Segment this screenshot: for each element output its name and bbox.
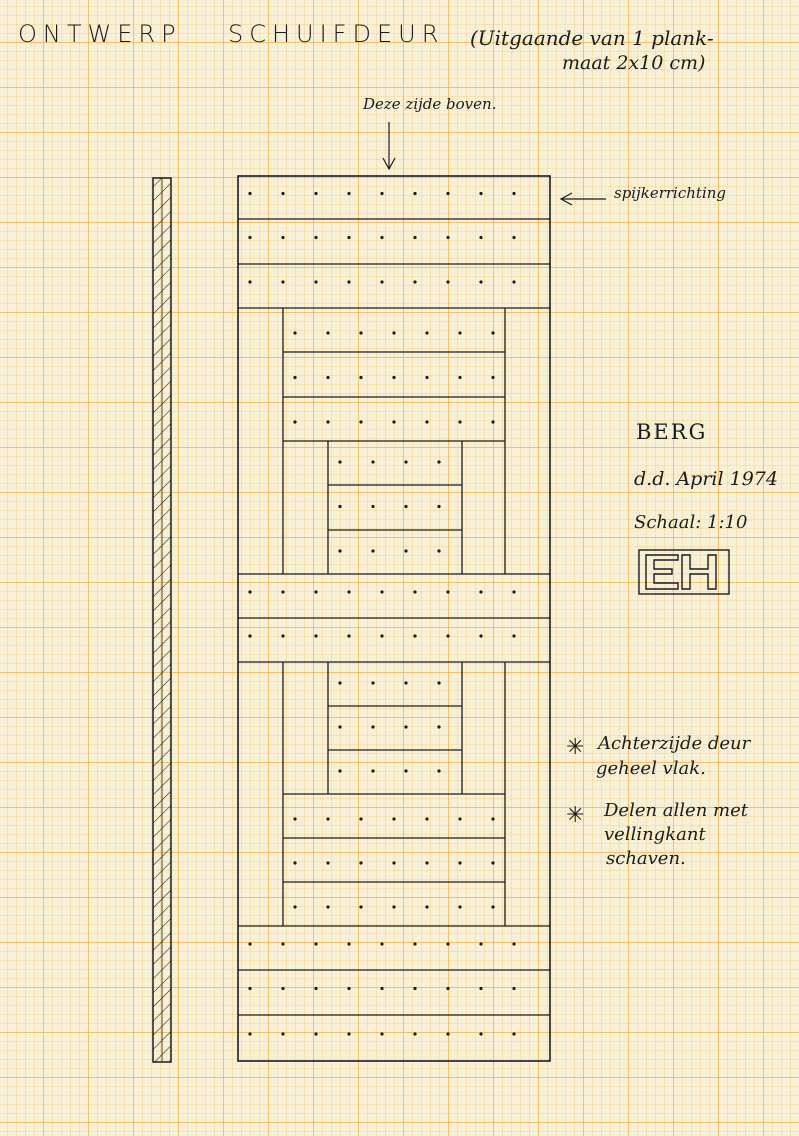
nail-dot (446, 942, 449, 945)
drawing-scale: Schaal: 1:10 (634, 512, 748, 533)
nail-dot (479, 634, 482, 637)
nail-dot (359, 861, 362, 864)
nail-dot (413, 590, 416, 593)
nail-dot (446, 634, 449, 637)
nail-dot (437, 505, 440, 508)
nail-dot (248, 236, 251, 239)
nail-dot (380, 192, 383, 195)
nail-dot (491, 420, 494, 423)
nail-dot (392, 861, 395, 864)
nail-dot (404, 505, 407, 508)
nail-dot (326, 420, 329, 423)
nail-dot (404, 681, 407, 684)
nail-dot (338, 549, 341, 552)
nail-dot (458, 905, 461, 908)
nail-dot (491, 376, 494, 379)
nail-dot (404, 725, 407, 728)
note-2-line-1: Delen allen met (604, 800, 748, 821)
nail-dot (293, 861, 296, 864)
nail-dot (491, 905, 494, 908)
nail-dot (371, 681, 374, 684)
nail-dot (338, 725, 341, 728)
nail-dot (425, 376, 428, 379)
nail-dot (314, 590, 317, 593)
nail-dot (293, 817, 296, 820)
nail-dot (392, 905, 395, 908)
nail-dot (293, 905, 296, 908)
nail-dot (512, 1032, 515, 1035)
nail-dot (248, 634, 251, 637)
nail-dot (479, 1032, 482, 1035)
nail-dot (425, 861, 428, 864)
nail-dot (479, 280, 482, 283)
nail-dot (479, 942, 482, 945)
nail-dot (338, 681, 341, 684)
nail-dot (326, 817, 329, 820)
nail-dot (293, 331, 296, 334)
door-side-section (153, 178, 171, 1062)
nail-dot (314, 987, 317, 990)
nail-dot (512, 192, 515, 195)
nail-dot (446, 590, 449, 593)
nail-dot (371, 460, 374, 463)
nail-dot (314, 634, 317, 637)
nail-dot (371, 725, 374, 728)
note-2-bullet: ✳ (566, 803, 585, 828)
top-side-label: Deze zijde boven. (363, 95, 497, 113)
nail-dot (413, 942, 416, 945)
nail-dot (491, 331, 494, 334)
nail-dot (338, 460, 341, 463)
nail-dot (512, 280, 515, 283)
nail-dot (437, 725, 440, 728)
nail-dot (293, 376, 296, 379)
nail-dot (338, 505, 341, 508)
nail-dot (512, 942, 515, 945)
nail-dot (326, 905, 329, 908)
nail-dot (281, 280, 284, 283)
nail-dot (425, 905, 428, 908)
nail-dot (458, 331, 461, 334)
nail-dot (326, 861, 329, 864)
note-2-line-2: vellingkant (604, 824, 706, 845)
nail-dot (380, 634, 383, 637)
nail-dot (248, 1032, 251, 1035)
nail-dot (392, 817, 395, 820)
nail-dot (347, 236, 350, 239)
nail-dot (338, 769, 341, 772)
designer-name: BERG (636, 420, 708, 444)
nail-dot (248, 987, 251, 990)
nail-dot (446, 987, 449, 990)
nail-dot (413, 236, 416, 239)
design-date: d.d. April 1974 (634, 468, 778, 490)
nail-dot (446, 236, 449, 239)
nail-dot (326, 331, 329, 334)
nail-dot (425, 420, 428, 423)
nail-dot (314, 236, 317, 239)
door-planks (238, 219, 550, 1015)
nail-dot (347, 280, 350, 283)
nail-dot (359, 376, 362, 379)
nail-dot (491, 861, 494, 864)
nail-dot (248, 280, 251, 283)
nail-dot (380, 236, 383, 239)
nail-dot (458, 817, 461, 820)
nail-dot (380, 590, 383, 593)
nail-dot (392, 376, 395, 379)
nail-dot (380, 942, 383, 945)
nail-dot (479, 987, 482, 990)
nail-dot (392, 420, 395, 423)
title-word-schuifdeur: SCHUIFDEUR (228, 20, 445, 48)
nail-dot (326, 376, 329, 379)
nail-dot (371, 505, 374, 508)
title-plank-size: maat 2x10 cm) (562, 52, 706, 74)
nail-dot (293, 420, 296, 423)
nail-dot (281, 590, 284, 593)
title-word-ontwerp: ONTWERP (18, 20, 182, 48)
nail-dot (413, 280, 416, 283)
nail-dot (446, 280, 449, 283)
nail-dot (425, 331, 428, 334)
nail-dot (512, 590, 515, 593)
nail-dot (446, 1032, 449, 1035)
nail-dot (380, 280, 383, 283)
note-1-line-1: Achterzijde deur (598, 733, 751, 754)
nail-dot (347, 192, 350, 195)
nail-dot (512, 987, 515, 990)
nail-dot (458, 376, 461, 379)
nail-dot (458, 420, 461, 423)
nail-dot (347, 634, 350, 637)
nail-dot (479, 192, 482, 195)
nail-dot (446, 192, 449, 195)
nail-dot (359, 817, 362, 820)
nail-dot (281, 987, 284, 990)
nail-dot (479, 236, 482, 239)
nail-dot (479, 590, 482, 593)
nail-dot (248, 590, 251, 593)
nail-dot (425, 817, 428, 820)
nail-dot (281, 236, 284, 239)
nail-dot (359, 420, 362, 423)
nail-dot (458, 861, 461, 864)
nail-dot (413, 987, 416, 990)
nail-dot (281, 942, 284, 945)
nail-dot (392, 331, 395, 334)
nail-dot (371, 769, 374, 772)
nail-dot (281, 1032, 284, 1035)
title-parenthetical: (Uitgaande van 1 plank- (470, 26, 714, 50)
nail-dot (437, 681, 440, 684)
nail-dot (512, 236, 515, 239)
nail-dot (347, 1032, 350, 1035)
nail-dot (248, 192, 251, 195)
nail-dot (413, 192, 416, 195)
nail-direction-arrow (561, 193, 606, 205)
nail-direction-label: spijkerrichting (614, 184, 727, 202)
nail-dot (404, 460, 407, 463)
nail-dot (347, 987, 350, 990)
note-1-bullet: ✳ (566, 735, 585, 760)
nail-dot (437, 549, 440, 552)
nail-dot (437, 769, 440, 772)
nail-dot (314, 280, 317, 283)
nail-dot (314, 1032, 317, 1035)
nail-dot (437, 460, 440, 463)
nail-dot (491, 817, 494, 820)
nail-dot (314, 942, 317, 945)
nail-dot (359, 905, 362, 908)
nail-dot (413, 1032, 416, 1035)
nail-dot (380, 987, 383, 990)
nail-dot (314, 192, 317, 195)
nail-dot (413, 634, 416, 637)
note-1-line-2: geheel vlak. (596, 758, 706, 779)
nail-dot (281, 192, 284, 195)
nail-dot (359, 331, 362, 334)
nail-dot (281, 634, 284, 637)
nail-dot (404, 549, 407, 552)
nail-dot (347, 942, 350, 945)
nail-dot (404, 769, 407, 772)
nail-dot (371, 549, 374, 552)
nail-dots (248, 192, 515, 1036)
nail-dot (347, 590, 350, 593)
nail-dot (512, 634, 515, 637)
note-2-line-3: schaven. (606, 848, 686, 869)
nail-dot (248, 942, 251, 945)
nail-dot (380, 1032, 383, 1035)
top-side-arrow (383, 122, 395, 169)
